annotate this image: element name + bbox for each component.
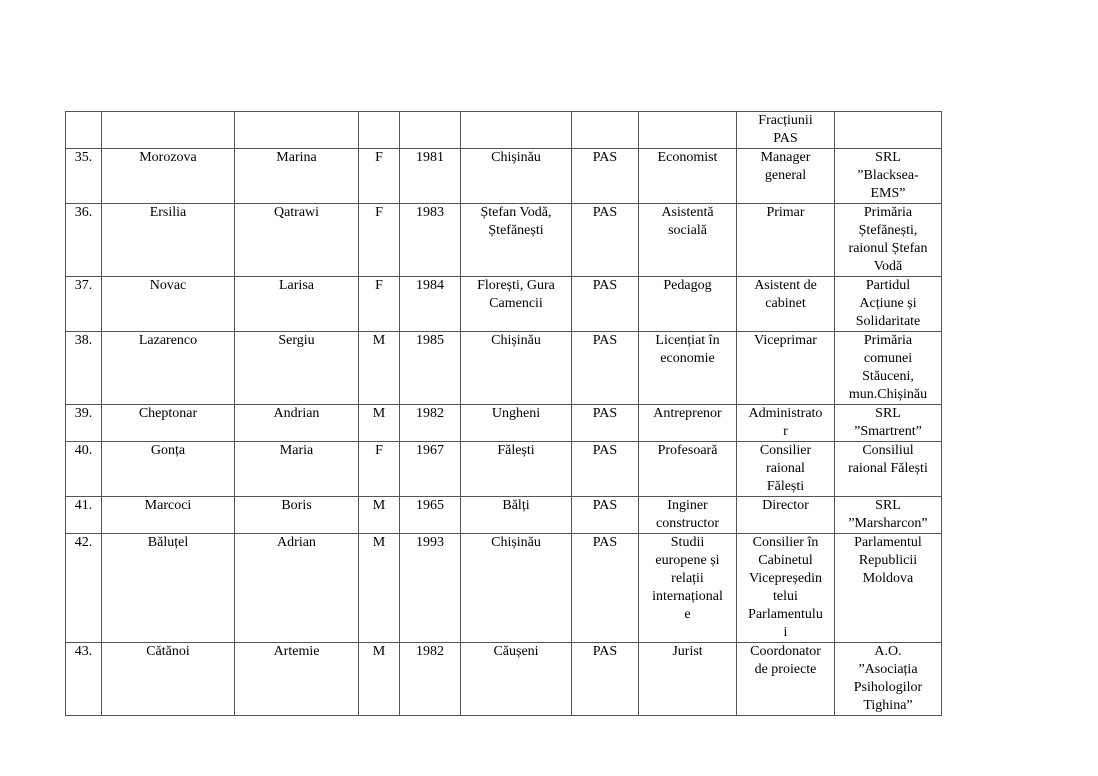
row-number-text: 38.: [74, 333, 93, 348]
profession-cell: [639, 204, 737, 277]
row-number: [66, 442, 102, 497]
profession-cell-text: Profesoară: [657, 443, 718, 458]
gender-cell-text: M: [372, 333, 386, 348]
profession-cell: [639, 332, 737, 405]
table-row: [66, 405, 942, 442]
gender-cell: [359, 643, 400, 716]
first-name-cell-text: Marina: [276, 150, 317, 165]
locality-cell: [461, 497, 572, 534]
position-cell-text: Asistent de cabinet: [754, 278, 817, 311]
surname-cell: [102, 405, 235, 442]
row-number: [66, 643, 102, 716]
surname-cell-text: Cătănoi: [146, 644, 190, 659]
workplace-cell: [835, 405, 942, 442]
row-number-text: 39.: [74, 406, 93, 421]
surname-cell-text: Ersilia: [149, 205, 187, 220]
surname-cell: [102, 643, 235, 716]
position-cell-text: Administrato r: [748, 406, 823, 439]
workplace-cell-text: Primăria comunei Stăuceni, mun.Chișinău: [848, 333, 928, 402]
surname-cell: [102, 204, 235, 277]
surname-cell-text: Marcoci: [144, 498, 192, 513]
birth-year-cell-text: 1982: [416, 644, 444, 659]
locality-cell-text: Chișinău: [491, 150, 541, 165]
profession-cell-text: Studii europene și relații internațional e: [652, 535, 723, 622]
table-row: [66, 149, 942, 204]
birth-year-cell: [400, 112, 461, 149]
table-header-row: [66, 112, 942, 149]
gender-cell-text: M: [372, 498, 386, 513]
gender-cell-text: M: [372, 406, 386, 421]
first-name-cell: [235, 643, 359, 716]
row-number-text: 36.: [74, 205, 93, 220]
workplace-cell-text: A.O. ”Asociația Psihologilor Tighina”: [853, 644, 923, 713]
workplace-cell: [835, 112, 942, 149]
workplace-cell-text: Parlamentul Republicii Moldova: [854, 535, 922, 586]
row-number: [66, 204, 102, 277]
position-cell: [737, 204, 835, 277]
first-name-cell: [235, 149, 359, 204]
party-cell-text: PAS: [592, 443, 618, 458]
surname-cell: [102, 277, 235, 332]
profession-cell: [639, 534, 737, 643]
first-name-cell: [235, 534, 359, 643]
workplace-cell-text: SRL ”Marsharcon”: [848, 498, 928, 531]
birth-year-cell-text: 1965: [416, 498, 444, 513]
position-cell-text: Consilier raional Fălești: [759, 443, 812, 494]
profession-cell-text: Jurist: [672, 644, 703, 659]
first-name-cell-text: Adrian: [277, 535, 316, 550]
party-cell: [572, 277, 639, 332]
position-cell: [737, 277, 835, 332]
gender-cell: [359, 149, 400, 204]
locality-cell-text: Chișinău: [491, 535, 541, 550]
party-cell-text: PAS: [592, 278, 618, 293]
gender-cell: [359, 497, 400, 534]
gender-cell-text: F: [375, 278, 383, 293]
position-cell-text: Manager general: [760, 150, 811, 183]
row-number: [66, 277, 102, 332]
workplace-cell-text: Partidul Acțiune și Solidaritate: [855, 278, 921, 329]
gender-cell: [359, 534, 400, 643]
surname-cell: [102, 497, 235, 534]
profession-cell: [639, 497, 737, 534]
birth-year-cell-text: 1993: [416, 535, 444, 550]
gender-cell: [359, 112, 400, 149]
party-cell-text: PAS: [592, 644, 618, 659]
table-row: [66, 277, 942, 332]
position-cell: [737, 497, 835, 534]
position-cell-text: Coordonator de proiecte: [750, 644, 821, 677]
birth-year-cell: [400, 643, 461, 716]
surname-cell: [102, 534, 235, 643]
party-cell-text: PAS: [592, 406, 618, 421]
workplace-cell: [835, 332, 942, 405]
row-number: [66, 149, 102, 204]
first-name-cell-text: Larisa: [279, 278, 314, 293]
locality-cell-text: Chișinău: [491, 333, 541, 348]
first-name-cell-text: Maria: [279, 443, 314, 458]
birth-year-cell-text: 1967: [416, 443, 444, 458]
party-cell: [572, 534, 639, 643]
row-number-text: 40.: [74, 443, 93, 458]
table-row: [66, 204, 942, 277]
locality-cell: [461, 442, 572, 497]
birth-year-cell-text: 1985: [416, 333, 444, 348]
row-number-text: 35.: [74, 150, 93, 165]
surname-cell: [102, 442, 235, 497]
position-cell-text: Consilier în Cabinetul Vicepreședin telui Parlamentulu i: [748, 535, 823, 640]
row-number-text: 42.: [74, 535, 93, 550]
position-cell-text: Director: [762, 498, 809, 513]
workplace-cell: [835, 204, 942, 277]
birth-year-cell: [400, 534, 461, 643]
table-row: [66, 332, 942, 405]
profession-cell-text: Licențiat în economie: [655, 333, 720, 366]
party-cell-text: PAS: [592, 535, 618, 550]
surname-cell-text: Băluțel: [147, 535, 189, 550]
profession-cell-text: Inginer constructor: [656, 498, 719, 531]
workplace-cell: [835, 277, 942, 332]
locality-cell: [461, 534, 572, 643]
table-row: [66, 442, 942, 497]
birth-year-cell-text: 1982: [416, 406, 444, 421]
locality-cell: [461, 332, 572, 405]
surname-cell-text: Lazarenco: [138, 333, 198, 348]
first-name-cell: [235, 332, 359, 405]
party-cell-text: PAS: [592, 333, 618, 348]
surname-cell: [102, 112, 235, 149]
party-cell: [572, 405, 639, 442]
row-number: [66, 112, 102, 149]
locality-cell-text: Florești, Gura Camencii: [477, 278, 555, 311]
first-name-cell: [235, 405, 359, 442]
gender-cell: [359, 204, 400, 277]
profession-cell: [639, 277, 737, 332]
locality-cell: [461, 112, 572, 149]
party-cell: [572, 112, 639, 149]
profession-cell-text: Pedagog: [663, 278, 712, 293]
party-cell: [572, 204, 639, 277]
locality-cell: [461, 643, 572, 716]
row-number-text: 41.: [74, 498, 93, 513]
profession-cell: [639, 149, 737, 204]
position-cell: [737, 534, 835, 643]
locality-cell: [461, 204, 572, 277]
position-cell: [737, 112, 835, 149]
locality-cell-text: Căușeni: [493, 644, 539, 659]
first-name-cell: [235, 204, 359, 277]
workplace-cell: [835, 534, 942, 643]
gender-cell: [359, 332, 400, 405]
birth-year-cell: [400, 497, 461, 534]
birth-year-cell: [400, 204, 461, 277]
birth-year-cell: [400, 405, 461, 442]
party-cell: [572, 442, 639, 497]
birth-year-cell-text: 1983: [416, 205, 444, 220]
profession-cell: [639, 442, 737, 497]
birth-year-cell: [400, 442, 461, 497]
surname-cell: [102, 149, 235, 204]
table-row: [66, 643, 942, 716]
row-number-text: 43.: [74, 644, 93, 659]
gender-cell-text: F: [375, 205, 383, 220]
row-number: [66, 534, 102, 643]
surname-cell: [102, 332, 235, 405]
profession-cell-text: Asistentă socială: [661, 205, 714, 238]
first-name-cell: [235, 112, 359, 149]
table-row: [66, 497, 942, 534]
gender-cell: [359, 277, 400, 332]
profession-cell-text: Economist: [657, 150, 718, 165]
first-name-cell: [235, 442, 359, 497]
candidates-table: [65, 111, 942, 716]
gender-cell-text: F: [375, 443, 383, 458]
position-cell-text: Viceprimar: [754, 333, 817, 348]
profession-cell-text: Antreprenor: [653, 406, 722, 421]
workplace-cell-text: Consiliul raional Fălești: [848, 443, 928, 476]
birth-year-cell: [400, 149, 461, 204]
row-number-text: 37.: [74, 278, 93, 293]
position-cell-text: Fracțiunii PAS: [758, 113, 813, 146]
table-row: [66, 534, 942, 643]
surname-cell-text: Gonța: [150, 443, 186, 458]
position-cell: [737, 442, 835, 497]
first-name-cell: [235, 497, 359, 534]
workplace-cell: [835, 149, 942, 204]
locality-cell-text: Ungheni: [491, 406, 541, 421]
surname-cell-text: Cheptonar: [138, 406, 198, 421]
gender-cell-text: M: [372, 535, 386, 550]
birth-year-cell-text: 1981: [416, 150, 444, 165]
locality-cell: [461, 149, 572, 204]
party-cell-text: PAS: [592, 150, 618, 165]
gender-cell-text: F: [375, 150, 383, 165]
locality-cell-text: Ștefan Vodă, Ștefănești: [480, 205, 552, 238]
locality-cell: [461, 405, 572, 442]
locality-cell-text: Fălești: [497, 443, 535, 458]
gender-cell-text: M: [372, 644, 386, 659]
party-cell: [572, 149, 639, 204]
party-cell-text: PAS: [592, 498, 618, 513]
position-cell-text: Primar: [766, 205, 805, 220]
party-cell: [572, 643, 639, 716]
first-name-cell-text: Qatrawi: [273, 205, 320, 220]
profession-cell: [639, 643, 737, 716]
workplace-cell-text: SRL ”Blacksea- EMS”: [857, 150, 919, 201]
surname-cell-text: Novac: [149, 278, 187, 293]
first-name-cell: [235, 277, 359, 332]
first-name-cell-text: Boris: [281, 498, 312, 513]
profession-cell: [639, 112, 737, 149]
birth-year-cell: [400, 277, 461, 332]
party-cell: [572, 497, 639, 534]
row-number: [66, 497, 102, 534]
first-name-cell-text: Sergiu: [278, 333, 315, 348]
birth-year-cell-text: 1984: [416, 278, 444, 293]
position-cell: [737, 643, 835, 716]
first-name-cell-text: Andrian: [273, 406, 320, 421]
position-cell: [737, 149, 835, 204]
row-number: [66, 405, 102, 442]
locality-cell-text: Bălți: [502, 498, 530, 513]
row-number: [66, 332, 102, 405]
workplace-cell-text: Primăria Ștefănești, raionul Ștefan Vodă: [848, 205, 928, 274]
position-cell: [737, 332, 835, 405]
position-cell: [737, 405, 835, 442]
profession-cell: [639, 405, 737, 442]
workplace-cell: [835, 442, 942, 497]
workplace-cell: [835, 497, 942, 534]
surname-cell-text: Morozova: [139, 150, 197, 165]
first-name-cell-text: Artemie: [273, 644, 320, 659]
gender-cell: [359, 442, 400, 497]
party-cell-text: PAS: [592, 205, 618, 220]
workplace-cell-text: SRL ”Smartrent”: [854, 406, 922, 439]
locality-cell: [461, 277, 572, 332]
birth-year-cell: [400, 332, 461, 405]
gender-cell: [359, 405, 400, 442]
workplace-cell: [835, 643, 942, 716]
party-cell: [572, 332, 639, 405]
